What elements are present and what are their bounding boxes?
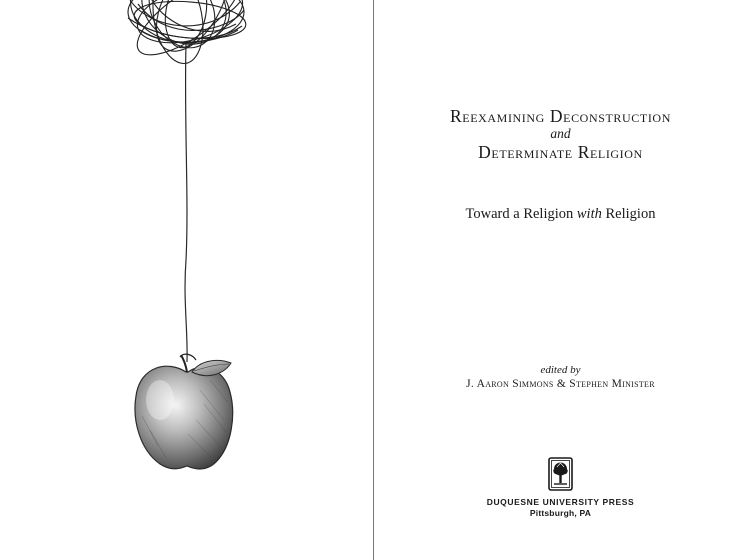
apple-icon [135, 354, 233, 469]
publisher-name: DUQUESNE UNIVERSITY PRESS [486, 497, 635, 507]
hanging-string [185, 44, 187, 362]
editors-block [374, 364, 747, 390]
edited-by-label: edited by [540, 364, 581, 376]
title-line-2: Determinate Religion [478, 142, 643, 162]
book-subtitle [374, 206, 747, 223]
subtitle-emphasis: with [576, 206, 602, 222]
publisher-logo [548, 457, 573, 491]
tree-icon [548, 457, 573, 491]
apple-illustration [0, 0, 373, 560]
publisher-block [374, 497, 747, 518]
title-and: and [550, 126, 571, 141]
editor-names: J. Aaron Simmons & Stephen Minister [466, 378, 655, 390]
string-tangle-icon [124, 0, 250, 68]
left-page [0, 0, 373, 560]
right-page [374, 0, 747, 560]
subtitle-after: Religion [601, 206, 656, 222]
title-line-1: Reexamining Deconstruction [450, 106, 671, 126]
subtitle-before: Toward a Religion [465, 206, 577, 222]
book-title [374, 106, 747, 162]
publisher-city: Pittsburgh, PA [529, 508, 592, 518]
